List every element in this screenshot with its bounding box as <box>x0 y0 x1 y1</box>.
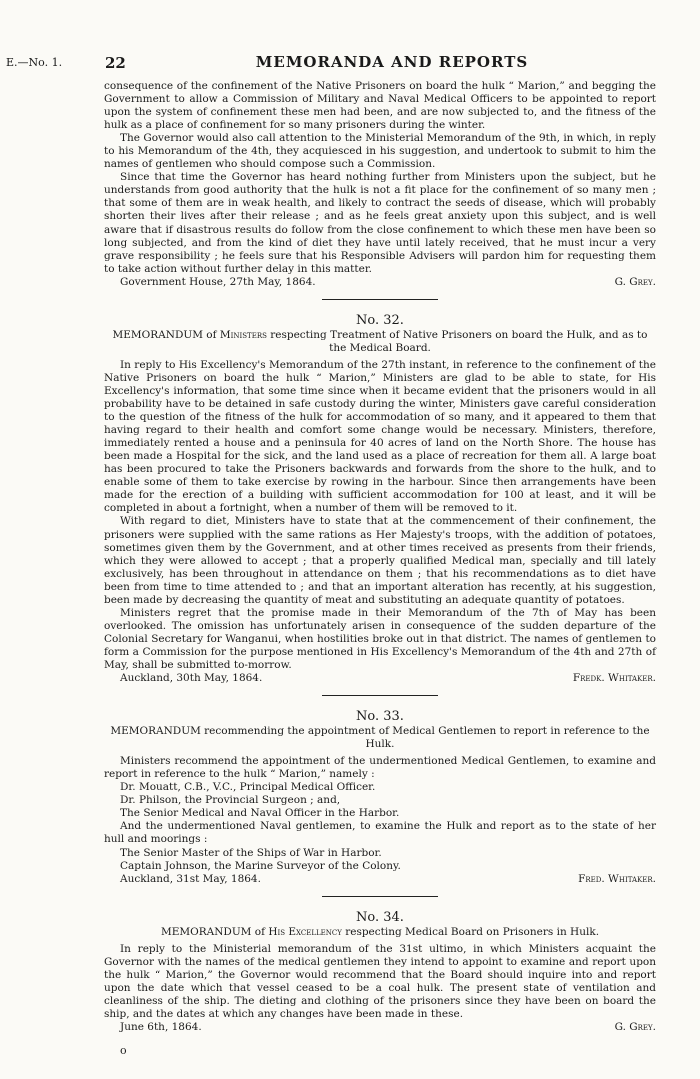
signature-line <box>104 672 656 685</box>
memo-title: MEMORANDUM of His Excellency respecting Medical Board on Prisoners in Hulk. <box>160 925 600 938</box>
document-reference: E.—No. 1. <box>6 56 63 69</box>
signer: Fredk. Whitaker. <box>572 672 656 685</box>
place-date: June 6th, 1864. <box>120 1021 202 1034</box>
page-header <box>6 53 688 76</box>
naval-gentlemen-list <box>104 847 656 873</box>
signer: Fred. Whitaker. <box>578 872 656 885</box>
paragraph: And the undermentioned Naval gentlemen, to examine the Hulk and report as to the state of her hull and moorings : <box>104 820 656 846</box>
paragraph: Since that time the Governor has heard nothing further from Ministers upon the subject, but he understands from good authority that the hulk is not a fit place for the confinement of so many men ; that some of them are in weak health, and likely to contract the seeds of disease, which will probably shorten their lives after their release ; and as he feels great anxiety upon this subject, and is well aware that if disastrous results do follow from the close confinement to which these men have been so long subjected, and from the kind of diet they have until lately received, that he must incur a very grave responsibility ; he feels sure that his Responsible Advisers will pardon him for requesting them to take action without further delay in this matter. <box>104 171 656 275</box>
list-item: The Senior Master of the Ships of War in Harbor. <box>120 846 382 859</box>
footer-mark: o <box>120 1044 127 1058</box>
text-column <box>104 80 656 1057</box>
paragraph: In reply to His Excellency's Memorandum of the 27th instant, in reference to the confinement of the Native Prisoners on board the hulk “ Marion,” Ministers are glad to be able to state, for His Excellency's information, that some time since when it became evident that the prisoners would in all probability have to be detained in safe custody during the winter, Ministers gave careful consideration to the question of the fitness of the hulk for accommodation of so many, and it appeared to them that having regard to their health and comfort some change would be necessary. Ministers, therefore, immediately rented a house and a peninsula for 40 acres of land on the North Shore. The house has been made a Hospital for the sick, and the land used as a place of recreation for them all. A large boat has been procured to take the Prisoners backwards and forwards from the shore to the hulk, and to enable some of them to take exercise by rowing in the harbour. Since then arrangements have been made for the erection of a building with sufficient accommodation for 100 at least, and it will be completed in about a fortnight, when a number of them will be removed to it. <box>104 358 656 515</box>
paragraph: With regard to diet, Ministers have to state that at the commencement of their confinement, the prisoners were supplied with the same rations as Her Majesty's troops, with the addition of potatoes, sometimes given them by the Government, and at other times received as presents from their friends, which they were allowed to accept ; that a properly qualified Medical man, specially and till lately exclusively, has been throughout in attendance on them ; that his recommendations as to diet have been from time to time attended to ; and that an important alteration has recently, at his suggestion, been made by decreasing the quantity of meat and substituting an adequate quantity of potatoes. <box>104 515 656 606</box>
place-date: Auckland, 30th May, 1864. <box>120 672 263 685</box>
paragraph: The Governor would also call attention to the Ministerial Memorandum of the 9th, in which, in reply to his Memorandum of the 4th, they acquiesced in his suggestion, and undertook to submit to him the names of gentlemen who should compose such a Commission. <box>104 132 656 171</box>
place-date: Government House, 27th May, 1864. <box>120 275 316 288</box>
signature-line <box>104 276 656 289</box>
memo-32 <box>104 314 656 685</box>
signer: G. Grey. <box>614 275 656 288</box>
list-item: Captain Johnson, the Marine Surveyor of the Colony. <box>120 859 401 872</box>
list-item: Dr. Mouatt, C.B., V.C., Principal Medical Officer. <box>120 781 376 794</box>
paragraph: Ministers regret that the promise made in their Memorandum of the 7th of May has been overlooked. The omission has unfortunately arisen in consequence of the sudden departure of the Colonial Secretary for Wanganui, when hostilities broke out in that district. The names of gentlemen to form a Commission for the purpose mentioned in His Excellency's Memorandum of the 4th and 27th of May, shall be submitted to-morrow. <box>104 606 656 671</box>
memo-31-continuation <box>104 80 656 289</box>
paragraph: consequence of the confinement of the Native Prisoners on board the hulk “ Marion,” and begging the Government to allow a Commission of Military and Naval Medical Officers to be appointed to report upon the system of confinement these men had been, and are now subjected to, and the fitness of the hulk as a place of confinement for so many prisoners during the winter. <box>104 80 656 132</box>
list-item: The Senior Medical and Naval Officer in the Harbor. <box>120 807 400 820</box>
paragraph: Ministers recommend the appointment of the undermentioned Medical Gentlemen, to examine and report in reference to the hulk “ Marion,” namely : <box>104 755 656 781</box>
memo-33 <box>104 710 656 886</box>
running-title: MEMORANDA AND REPORTS <box>255 53 529 71</box>
list-item: Dr. Philson, the Provincial Surgeon ; and, <box>120 794 341 807</box>
signer: G. Grey. <box>614 1021 656 1034</box>
paragraph: In reply to the Ministerial memorandum of the 31st ultimo, in which Ministers acquaint the Governor with the names of the medical gentlemen they intend to appoint to examine and report upon the hulk “ Marion,” the Governor would recommend that the Board should inquire into and report upon the date which that vessel ceased to be a coal hulk. The present state of ventilation and cleanliness of the ship. The dieting and clothing of the prisoners since they have been on board the ship, and the dates at which any changes have been made in these. <box>104 942 656 1020</box>
memo-number: No. 34. <box>356 909 404 925</box>
memo-title: MEMORANDUM of Ministers respecting Treatment of Native Prisoners on board the Hulk, and as to the Medical Board. <box>112 328 648 354</box>
memo-number: No. 33. <box>356 709 404 725</box>
place-date: Auckland, 31st May, 1864. <box>120 872 261 885</box>
divider <box>322 299 438 300</box>
medical-gentlemen-list <box>104 781 656 820</box>
memo-title: MEMORANDUM recommending the appointment of Medical Gentlemen to report in reference to the Hulk. <box>110 725 650 751</box>
signature-line <box>104 1021 656 1034</box>
divider <box>322 896 438 897</box>
memo-number: No. 32. <box>356 312 404 328</box>
page-number: 22 <box>105 54 126 72</box>
memo-34 <box>104 911 656 1057</box>
divider <box>322 695 438 696</box>
signature-line <box>104 873 656 886</box>
